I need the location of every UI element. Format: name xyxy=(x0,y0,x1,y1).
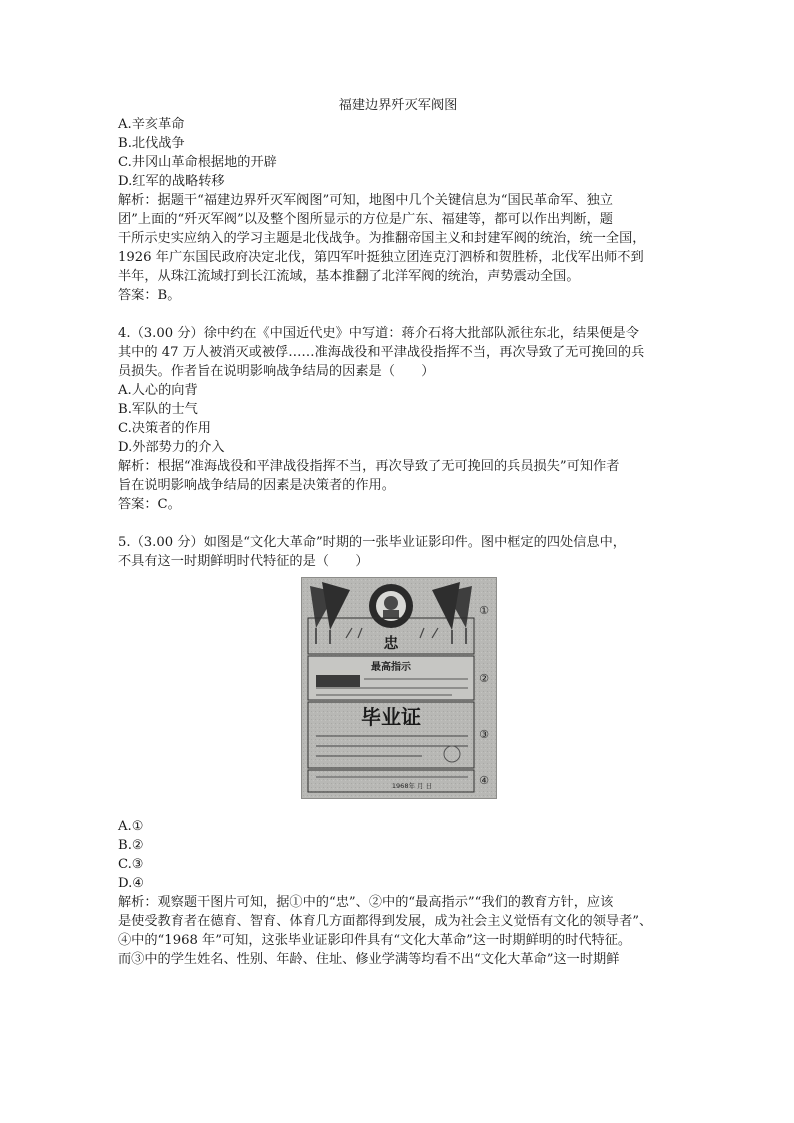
option-b: B.军队的士气 xyxy=(118,402,198,417)
analysis-line: 团”上面的“歼灭军阀”以及整个图所显示的方位是广东、福建等，都可以作出判断，题 xyxy=(118,212,613,227)
question-5-analysis xyxy=(118,893,678,969)
marker-2: ② xyxy=(479,672,489,685)
question-3-answer: 答案：B。 xyxy=(118,288,181,303)
document-page xyxy=(118,96,678,969)
top-loyalty-char: 忠 xyxy=(383,634,399,652)
analysis-line: 1926 年广东国民政府决定北伐，第四军叶挺独立团连克汀泗桥和贺胜桥，北伐军出师不到 xyxy=(118,250,644,265)
analysis-line: 半年，从珠江流域打到长江流域，基本推翻了北洋军阀的统治，声势震动全国。 xyxy=(118,269,580,284)
option-c: C.井冈山革命根据地的开辟 xyxy=(118,155,277,170)
analysis-line: 而③中的学生姓名、性别、年龄、住址、修业学满等均看不出“文化大革命”这一时期鲜 xyxy=(118,952,620,967)
analysis-line: 干所示史实应纳入的学习主题是北伐战争。为推翻帝国主义和封建军阀的统治，统一全国， xyxy=(118,231,646,246)
option-a: A.① xyxy=(118,819,144,834)
stem-line: 5.（3.00 分）如图是“文化大革命”时期的一张毕业证影印件。图中框定的四处信息中， xyxy=(118,535,626,550)
certificate-title: 毕业证 xyxy=(361,705,421,729)
option-d: D.外部势力的介入 xyxy=(118,440,225,455)
certificate-date: 1968年 月 日 xyxy=(391,782,433,790)
stem-line: 其中的 47 万人被消灭或被俘……准海战役和平津战役指挥不当，再次导致了无可挽回的兵 xyxy=(118,345,645,360)
question-4-stem xyxy=(118,324,678,381)
instruction-title: 最高指示 xyxy=(371,662,411,673)
question-4-answer: 答案：C。 xyxy=(118,497,181,512)
analysis-line: 解析：根据“准海战役和平津战役指挥不当，再次导致了无可挽回的兵员损失”可知作者 xyxy=(118,459,620,474)
graduation-certificate-image xyxy=(301,577,497,799)
option-b: B.北伐战争 xyxy=(118,136,185,151)
portrait-medallion-icon xyxy=(369,584,413,628)
question-5-stem xyxy=(118,533,678,571)
option-d: D.红军的战略转移 xyxy=(118,174,225,189)
option-c: C.决策者的作用 xyxy=(118,421,211,436)
analysis-line: ④中的“1968 年”可知，这张毕业证影印件具有“文化大革命”这一时期鲜明的时代特征。 xyxy=(118,933,632,948)
analysis-line: 旨在说明影响战争结局的因素是决策者的作用。 xyxy=(118,478,395,493)
marker-1: ① xyxy=(479,604,489,617)
question-4-analysis xyxy=(118,457,678,495)
analysis-line: 解析：观察题干图片可知，据①中的“忠”、②中的“最高指示”“我们的教育方针，应该 xyxy=(118,895,614,910)
analysis-line: 是使受教育者在德育、智育、体育几方面都得到发展，成为社会主义觉悟有文化的领导者”、 xyxy=(118,914,653,929)
stem-line: 员损失。作者旨在说明影响战争结局的因素是（ ） xyxy=(118,364,435,379)
option-d: D.④ xyxy=(118,876,145,891)
option-b: B.② xyxy=(118,838,144,853)
stem-line: 不具有这一时期鲜明时代特征的是（ ） xyxy=(118,554,369,569)
analysis-line: 解析：据题干“福建边界歼灭军阀图”可知，地图中几个关键信息为“国民革命军、独立 xyxy=(118,193,613,208)
question-5-options xyxy=(118,817,678,893)
map-caption: 福建边界歼灭军阀图 xyxy=(338,98,458,113)
marker-4: ④ xyxy=(479,774,489,787)
option-a: A.人心的向背 xyxy=(118,383,198,398)
option-a: A.辛亥革命 xyxy=(118,117,185,132)
question-3-analysis xyxy=(118,191,678,286)
marker-3: ③ xyxy=(479,728,489,741)
stem-line: 4.（3.00 分）徐中约在《中国近代史》中写道：蒋介石将大批部队派往东北，结果便是令 xyxy=(118,326,639,341)
question-3-options xyxy=(118,115,678,191)
option-c: C.③ xyxy=(118,857,144,872)
question-4-options xyxy=(118,381,678,457)
